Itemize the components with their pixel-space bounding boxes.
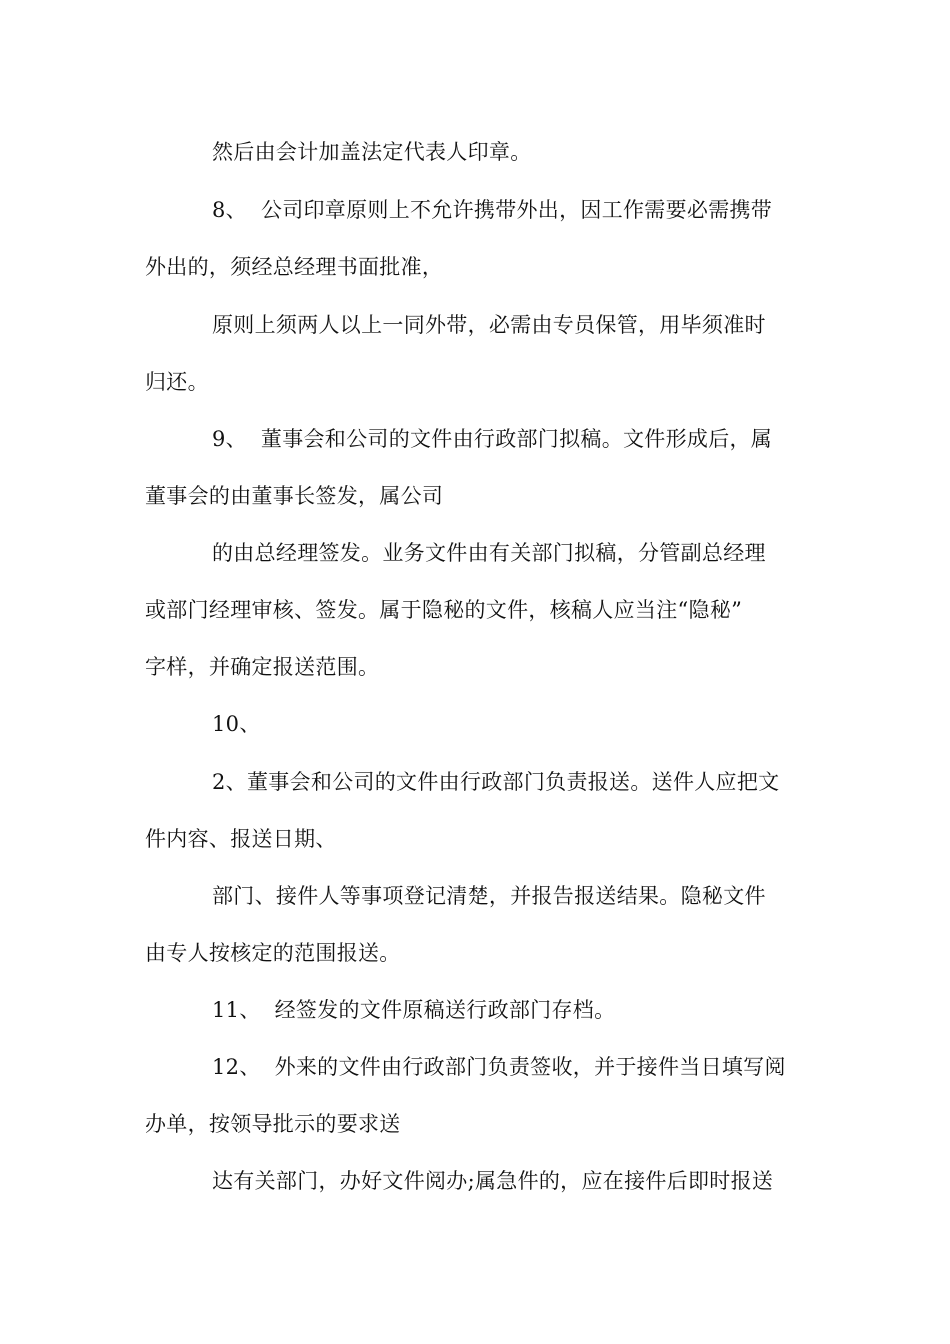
paragraph-line: 办单，按领导批示的要求送 [145, 1112, 401, 1136]
paragraph-line: 字样，并确定报送范围。 [145, 655, 380, 679]
paragraph-line: 然后由会计加盖法定代表人印章。 [212, 140, 532, 164]
paragraph-line: 由专人按核定的范围报送。 [145, 941, 401, 965]
paragraph-line: 11、 经签发的文件原稿送行政部门存档。 [212, 998, 616, 1022]
paragraph-line: 8、 公司印章原则上不允许携带外出，因工作需要必需携带 [212, 198, 773, 222]
paragraph-line: 的由总经理签发。业务文件由有关部门拟稿，分管副总经理 [212, 541, 766, 565]
paragraph-line: 原则上须两人以上一同外带，必需由专员保管，用毕须准时 [212, 313, 766, 337]
paragraph-line: 达有关部门，办好文件阅办;属急件的，应在接件后即时报送 [212, 1169, 774, 1193]
paragraph-line: 件内容、报送日期、 [145, 827, 337, 851]
paragraph-line: 或部门经理审核、签发。属于隐秘的文件，核稿人应当注“隐秘” [145, 598, 743, 622]
paragraph-line: 归还。 [145, 370, 209, 394]
paragraph-line: 2、董事会和公司的文件由行政部门负责报送。送件人应把文 [212, 770, 780, 794]
paragraph-line: 董事会的由董事长签发，属公司 [145, 484, 444, 508]
paragraph-line: 9、 董事会和公司的文件由行政部门拟稿。文件形成后，属 [212, 427, 773, 451]
paragraph-line: 12、 外来的文件由行政部门负责签收，并于接件当日填写阅 [212, 1055, 786, 1079]
paragraph-line: 部门、接件人等事项登记清楚，并报告报送结果。隐秘文件 [212, 884, 766, 908]
paragraph-line: 外出的，须经总经理书面批准， [145, 255, 444, 279]
paragraph-line: 10、 [212, 712, 261, 736]
